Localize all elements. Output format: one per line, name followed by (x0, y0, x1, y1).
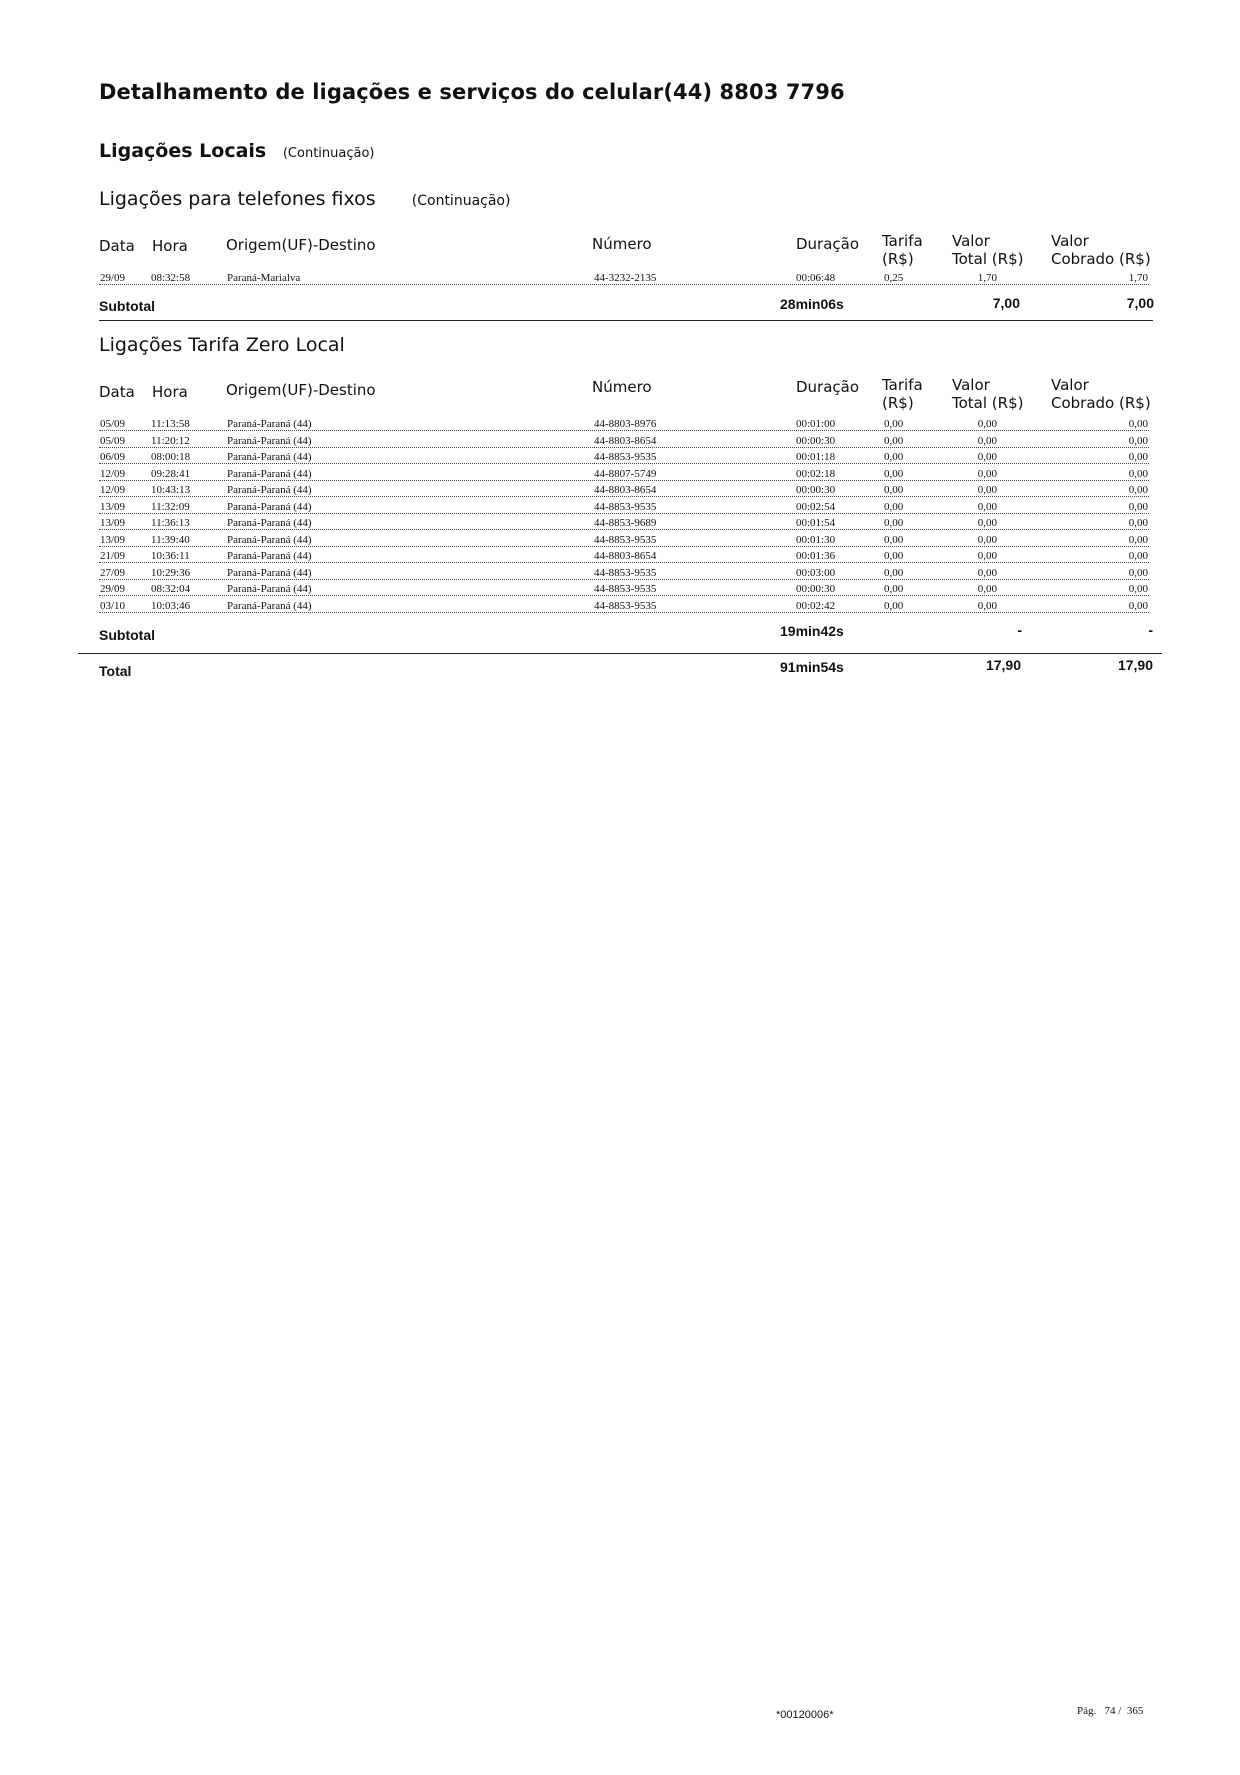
cell-valor-total: 0,00 (977, 451, 997, 463)
col-valor-total (952, 376, 1023, 412)
cell-data: 29/09 (100, 583, 126, 595)
table-row (99, 484, 1153, 500)
cell-valor-cobrado: 0,00 (1128, 418, 1148, 430)
col-origem: Origem(UF)-Destino (226, 381, 376, 399)
table1-note: (Continuação) (411, 193, 511, 209)
cell-valor-cobrado: 0,00 (1128, 500, 1148, 513)
cell-origem: Paraná-Paraná (44) (227, 599, 312, 612)
section-note: (Continuação) (282, 146, 375, 161)
cell-tarifa: 0,00 (884, 451, 904, 463)
cell-valor-total: 0,00 (977, 550, 997, 562)
cell-hora: 10:36:11 (151, 550, 190, 562)
cell-valor-cobrado: 0,00 (1128, 467, 1148, 480)
col-valor-cobrado-line1: Valor (1051, 232, 1089, 250)
cell-origem: Paraná-Paraná (44) (227, 583, 312, 595)
cell-valor-cobrado: 0,00 (1128, 599, 1148, 612)
table-row (99, 418, 1153, 434)
section-label: Ligações Locais (99, 140, 267, 162)
cell-tarifa: 0,00 (884, 583, 904, 595)
cell-data: 05/09 (100, 418, 126, 430)
page-title: Detalhamento de ligações e serviços do celular(44) 8803 7796 (99, 80, 845, 104)
cell-tarifa: 0,00 (884, 566, 904, 579)
cell-data: 13/09 (100, 500, 126, 513)
dot-leader (99, 463, 1149, 464)
table-row (99, 583, 1153, 599)
dot-leader (99, 430, 1149, 431)
cell-origem: Paraná-Marialva (227, 272, 301, 284)
cell-data: 12/09 (100, 484, 126, 496)
table-row (99, 451, 1153, 467)
col-duracao: Duração (796, 235, 860, 253)
table1-heading (99, 188, 510, 210)
cell-duracao: 00:02:54 (796, 500, 836, 513)
table1-subtotal-valor-total: 7,00 (992, 295, 1020, 311)
cell-duracao: 00:03:00 (796, 566, 836, 579)
cell-origem: Paraná-Paraná (44) (227, 451, 312, 463)
dot-leader (99, 562, 1149, 563)
dot-leader (99, 612, 1149, 613)
page-number (1077, 1705, 1143, 1717)
cell-origem: Paraná-Paraná (44) (227, 550, 312, 562)
cell-data: 03/10 (100, 599, 126, 612)
cell-duracao: 00:02:18 (796, 467, 836, 480)
cell-duracao: 00:01:54 (796, 517, 836, 529)
table-row (99, 534, 1153, 550)
cell-valor-total: 0,00 (977, 583, 997, 595)
table1-subtotal-valor-cobrado: 7,00 (1126, 295, 1154, 311)
document-code: *00120006* (776, 1709, 834, 1721)
cell-numero: 44-8803-8654 (594, 550, 657, 562)
dot-leader (99, 546, 1149, 547)
col-tarifa-line2: (R$) (882, 394, 914, 412)
cell-tarifa: 0,00 (884, 533, 904, 546)
table-row (99, 272, 1153, 288)
dot-leader (99, 447, 1149, 448)
col-tarifa (882, 232, 923, 268)
cell-numero: 44-8853-9535 (594, 533, 657, 546)
cell-data: 29/09 (100, 272, 126, 284)
table2-label: Ligações Tarifa Zero Local (99, 334, 345, 356)
col-tarifa-line1: Tarifa (882, 232, 923, 250)
cell-duracao: 00:02:42 (796, 599, 836, 612)
col-numero: Número (592, 235, 652, 253)
cell-numero: 44-8853-9535 (594, 583, 657, 595)
col-tarifa (882, 376, 923, 412)
col-origem: Origem(UF)-Destino (226, 236, 376, 254)
col-valor-cobrado (1051, 376, 1151, 412)
cell-duracao: 00:01:30 (796, 533, 836, 546)
table2-subtotal-duracao: 19min42s (780, 623, 844, 639)
cell-duracao: 00:01:36 (796, 550, 836, 562)
col-valor-total-line2: Total (R$) (952, 250, 1024, 268)
table1-subtotal-duracao: 28min06s (780, 296, 844, 312)
cell-tarifa: 0,00 (884, 550, 904, 562)
table-row (99, 501, 1153, 517)
cell-tarifa: 0,00 (884, 467, 904, 480)
cell-data: 27/09 (100, 566, 126, 579)
cell-valor-total: 0,00 (977, 418, 997, 430)
cell-tarifa: 0,00 (884, 517, 904, 529)
total-valor-cobrado: 17,90 (1117, 657, 1153, 673)
cell-hora: 11:13:58 (151, 418, 190, 430)
cell-valor-cobrado: 0,00 (1128, 451, 1148, 463)
table2-subtotal-valor-total: - (1017, 622, 1022, 638)
cell-duracao: 00:01:00 (796, 418, 836, 430)
col-hora: Hora (152, 383, 188, 401)
cell-origem: Paraná-Paraná (44) (227, 566, 312, 579)
col-valor-cobrado-line2: Cobrado (R$) (1051, 394, 1151, 412)
cell-hora: 08:32:58 (151, 272, 191, 284)
cell-hora: 08:00:18 (151, 451, 191, 463)
cell-duracao: 00:01:18 (796, 451, 836, 463)
table1-subtotal-label: Subtotal (99, 298, 155, 314)
cell-duracao: 00:06:48 (796, 272, 836, 284)
cell-origem: Paraná-Paraná (44) (227, 418, 312, 430)
cell-valor-total: 0,00 (977, 467, 997, 480)
cell-valor-total: 1,70 (977, 272, 997, 284)
cell-origem: Paraná-Paraná (44) (227, 484, 312, 496)
total-valor-total: 17,90 (985, 657, 1021, 673)
cell-hora: 11:32:09 (151, 500, 190, 513)
table1-label: Ligações para telefones fixos (99, 188, 376, 210)
cell-duracao: 00:00:30 (796, 434, 836, 447)
table2-subtotal-valor-cobrado: - (1148, 622, 1153, 638)
col-valor-cobrado-line2: Cobrado (R$) (1051, 250, 1151, 268)
cell-numero: 44-3232-2135 (594, 272, 657, 284)
cell-numero: 44-8853-9689 (594, 517, 657, 529)
cell-valor-cobrado: 0,00 (1128, 484, 1148, 496)
cell-data: 06/09 (100, 451, 126, 463)
cell-origem: Paraná-Paraná (44) (227, 500, 312, 513)
col-data: Data (99, 383, 135, 401)
dot-leader (99, 595, 1149, 596)
cell-numero: 44-8853-9535 (594, 566, 657, 579)
cell-valor-cobrado: 0,00 (1128, 583, 1148, 595)
cell-data: 21/09 (100, 550, 126, 562)
cell-numero: 44-8853-9535 (594, 599, 657, 612)
dot-leader (99, 579, 1149, 580)
table-row (99, 600, 1153, 616)
cell-valor-cobrado: 0,00 (1128, 550, 1148, 562)
page-label: Pág. (1077, 1705, 1097, 1717)
cell-tarifa: 0,25 (884, 272, 904, 284)
cell-valor-total: 0,00 (977, 484, 997, 496)
cell-valor-cobrado: 1,70 (1128, 272, 1148, 284)
dot-leader (99, 496, 1149, 497)
table-row (99, 517, 1153, 533)
cell-hora: 08:32:04 (151, 583, 191, 595)
cell-valor-total: 0,00 (977, 500, 997, 513)
table-row (99, 435, 1153, 451)
cell-tarifa: 0,00 (884, 599, 904, 612)
cell-numero: 44-8803-8654 (594, 484, 657, 496)
cell-hora: 11:20:12 (151, 434, 190, 447)
col-duracao: Duração (796, 378, 860, 396)
cell-numero: 44-8853-9535 (594, 451, 657, 463)
cell-valor-cobrado: 0,00 (1128, 517, 1148, 529)
col-valor-total (952, 232, 1023, 268)
cell-origem: Paraná-Paraná (44) (227, 533, 312, 546)
cell-numero: 44-8853-9535 (594, 500, 657, 513)
cell-hora: 10:43:13 (151, 484, 191, 496)
cell-numero: 44-8803-8976 (594, 418, 657, 430)
page-current: 74 / (1104, 1705, 1122, 1717)
cell-valor-total: 0,00 (977, 434, 997, 447)
col-numero: Número (592, 378, 652, 396)
total-label: Total (99, 663, 132, 679)
table1-divider (99, 320, 1153, 321)
cell-data: 12/09 (100, 467, 126, 480)
col-data: Data (99, 237, 135, 255)
cell-origem: Paraná-Paraná (44) (227, 434, 312, 447)
cell-hora: 09:28:41 (151, 467, 191, 480)
total-duracao: 91min54s (780, 659, 844, 675)
cell-valor-cobrado: 0,00 (1128, 434, 1148, 447)
cell-data: 13/09 (100, 533, 126, 546)
cell-valor-total: 0,00 (977, 599, 997, 612)
col-valor-total-line2: Total (R$) (952, 394, 1024, 412)
table2-divider (78, 653, 1162, 654)
col-valor-total-line1: Valor (952, 232, 990, 250)
table-row (99, 550, 1153, 566)
col-tarifa-line1: Tarifa (882, 376, 923, 394)
cell-hora: 11:39:40 (151, 533, 190, 546)
cell-valor-total: 0,00 (977, 566, 997, 579)
cell-tarifa: 0,00 (884, 418, 904, 430)
cell-valor-total: 0,00 (977, 517, 997, 529)
cell-numero: 44-8807-5749 (594, 467, 657, 480)
cell-data: 13/09 (100, 517, 126, 529)
cell-hora: 10:03:46 (151, 599, 191, 612)
cell-hora: 11:36:13 (151, 517, 190, 529)
cell-hora: 10:29:36 (151, 566, 191, 579)
cell-numero: 44-8803-8654 (594, 434, 657, 447)
dot-leader (99, 480, 1149, 481)
cell-duracao: 00:00:30 (796, 583, 836, 595)
table2-subtotal-label: Subtotal (99, 627, 155, 643)
cell-origem: Paraná-Paraná (44) (227, 467, 312, 480)
col-valor-total-line1: Valor (952, 376, 990, 394)
col-hora: Hora (152, 237, 188, 255)
table-row (99, 468, 1153, 484)
dot-leader (99, 513, 1149, 514)
dot-leader (99, 284, 1149, 285)
page-total: 365 (1126, 1705, 1144, 1717)
col-valor-cobrado (1051, 232, 1151, 268)
cell-data: 05/09 (100, 434, 126, 447)
cell-valor-total: 0,00 (977, 533, 997, 546)
cell-tarifa: 0,00 (884, 484, 904, 496)
cell-valor-cobrado: 0,00 (1128, 566, 1148, 579)
section-heading (99, 140, 375, 162)
cell-valor-cobrado: 0,00 (1128, 533, 1148, 546)
col-tarifa-line2: (R$) (882, 250, 914, 268)
col-valor-cobrado-line1: Valor (1051, 376, 1089, 394)
cell-duracao: 00:00:30 (796, 484, 836, 496)
cell-tarifa: 0,00 (884, 500, 904, 513)
cell-origem: Paraná-Paraná (44) (227, 517, 312, 529)
dot-leader (99, 529, 1149, 530)
table-row (99, 567, 1153, 583)
table2-heading (99, 334, 345, 356)
cell-tarifa: 0,00 (884, 434, 904, 447)
